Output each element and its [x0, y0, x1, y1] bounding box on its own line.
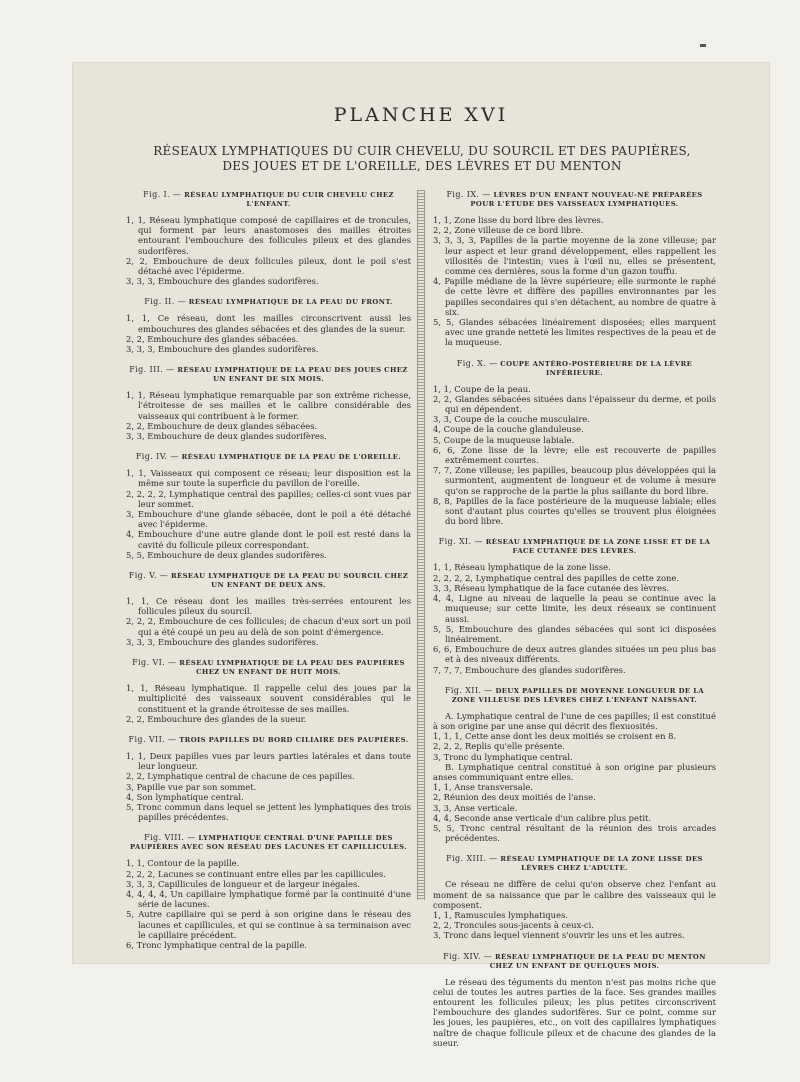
figure-entry [126, 297, 411, 354]
figure-legend-item: 2, 2, Embouchure de deux glandes sébacées. [126, 420, 318, 431]
figure-legend-item: 5, 5, Tronc central résultant de la réunion des trois arcades précédentes. [433, 822, 716, 844]
figure-number: Fig. VII. — [128, 734, 177, 744]
figure-heading [126, 571, 411, 590]
figure-legend-item: 4, Son lymphatique central. [126, 791, 244, 802]
figure-legend-item: 1, 1, Deux papilles vues par leurs parties latérales et dans toute leur longueur. [126, 750, 411, 772]
figure-number: Fig. XI. — [438, 537, 483, 547]
figure-number: Fig. IV. — [135, 452, 179, 462]
figure-legend-item: 4, Embouchure d'une autre glande dont le poil est resté dans la cavité du follicule pileux correspondant. [126, 529, 411, 550]
figure-legend-item: 3, 3, 3, 3, Papilles de la partie moyenne de la zone villeuse; par leur aspect et leur grand développement, elles rappellent les villosités de l'intestin; vues à l'œil nu, elles se présentent, comme ces dernières, sous la forme d'un gazon touffu. [433, 235, 716, 277]
figure-legend-item: 1, 1, 1, Cette anse dont les deux moitiés se croisent en 8. [433, 731, 677, 742]
figure-legend-item: 2, 2, Embouchure des glandes sébacées. [126, 333, 299, 344]
plate-sheet [72, 62, 770, 1048]
figure-heading-text: RÉSEAU LYMPHATIQUE DE LA PEAU DES JOUES CHEZ UN ENFANT DE SIX MOIS. [177, 366, 408, 384]
figure-paragraph: Le réseau des téguments du menton n'est pas moins riche que celui de toutes les autres parties de la face. Ses grandes mailles entourent les follicules pileux; les plus petites circonscrivent l'embouchure des glandes sudorifères. Sur ce point, comme sur les joues, les paupières, etc., on voit des capillaires lymphatiques naître de chaque follicule pileux et de chacune des glandes de la sueur. [433, 976, 716, 1048]
figure-entry [126, 571, 411, 647]
figure-heading [433, 854, 716, 873]
figure-legend-item: 2, 2, Embouchure de deux follicules pileux, dont le poil s'est détaché avec l'épiderme. [126, 255, 411, 277]
figure-number: Fig. IX. — [446, 190, 491, 199]
figure-number: Fig. XII. — [444, 685, 493, 695]
figure-entry [126, 658, 411, 724]
figure-heading-text: RÉSEAU LYMPHATIQUE DE LA PEAU DU SOURCIL CHEZ UN ENFANT DE DEUX ANS. [170, 572, 409, 590]
figure-heading-text: LYMPHATIQUE CENTRAL D'UNE PAPILLE DES PAUPIÈRES AVEC SON RÉSEAU DES LACUNES ET CAPILLICULES. [130, 834, 407, 852]
figure-legend-item: 1, 1, Ramuscules lymphatiques. [433, 909, 568, 920]
figure-legend-item: 1, 1, Ce réseau, dont les mailles circonscrivent aussi les embouchures des glandes sébacées et des glandes de la sueur. [126, 313, 411, 334]
figure-legend-item: 5, Tronc commun dans lequel se jettent les lymphatiques des trois papilles précédentes. [126, 801, 411, 823]
figure-legend-item: 8, 8, Papilles de la face postérieure de la muqueuse labiale; elles sont d'autant plus courtes qu'elles se trouvent plus éloignées du bord libre. [433, 495, 716, 527]
figure-legend-item: 2, 2, 2, Lacunes se continuant entre elles par les capillicules. [126, 868, 386, 879]
figure-heading-text: RÉSEAU LYMPHATIQUE DE LA PEAU DU FRONT. [188, 298, 393, 307]
figure-number: Fig. VIII. — [144, 833, 196, 843]
figure-entry [433, 359, 716, 527]
figure-entry [433, 952, 716, 1048]
figure-entry [433, 190, 716, 348]
figure-legend-item: 7, 7, Zone villeuse; les papilles, beaucoup plus développées qui la surmontent, augmentent de longueur et de volume à mesure qu'on se rapproche de la partie la plus saillante du bord libre. [433, 465, 716, 496]
figure-number: Fig. V. — [128, 571, 169, 581]
figure-legend-item: 2, 2, 2, Replis qu'elle présente. [433, 741, 565, 752]
figure-paragraph: Ce réseau ne diffère de celui qu'on observe chez l'enfant au moment de sa naissance que par le calibre des vaisseaux qui le composent. [433, 879, 716, 910]
figure-legend-item: 1, 1, Réseau lymphatique. Il rappelle celui des joues par la multiplicité des vaisseaux souvent considérables qui le constituent et la grande étroitesse de ses mailles. [126, 683, 411, 714]
figure-heading [126, 190, 411, 209]
figure-number: Fig. XIV. — [443, 951, 493, 961]
figure-heading [433, 686, 716, 705]
figure-legend-item: 3, 3, 3, Capillicules de longueur et de largeur inégales. [126, 878, 360, 889]
figure-legend-item: 3, Tronc dans lequel viennent s'ouvrir les uns et les autres. [433, 930, 685, 941]
figure-legend-item: 2, 2, 2, 2, Lymphatique central des papilles; celles-ci sont vues par leur sommet. [126, 488, 411, 509]
right-column [433, 190, 716, 1048]
figure-legend-item: 3, 3, 3, Embouchure des glandes sudorifères. [126, 276, 319, 287]
figure-legend-item: 4, 4, Ligne au niveau de laquelle la peau se continue avec la muqueuse; sur cette limite, les deux réseaux se continuent aussi. [433, 593, 716, 624]
column-divider [417, 190, 425, 900]
left-column [126, 190, 411, 950]
figure-legend-item: 1, 1, Réseau lymphatique de la zone lisse. [433, 562, 611, 573]
figure-legend-item: 1, 1, Vaisseaux qui composent ce réseau; leur disposition est la même sur toute la superficie du pavillon de l'oreille. [126, 468, 411, 489]
figure-heading [126, 365, 411, 384]
figure-legend-item: 6, 6, Zone lisse de la lèvre; elle est recouverte de papilles extrêmement courtes. [433, 444, 716, 466]
figure-heading [126, 452, 411, 462]
figure-entry [433, 854, 716, 940]
figure-heading-text: RÉSEAU LYMPHATIQUE DU CUIR CHEVELU CHEZ L'ENFANT. [184, 191, 394, 208]
figure-legend-item: 6, Tronc lymphatique central de la papille. [126, 939, 307, 950]
figure-heading [433, 952, 716, 971]
figure-entry [433, 537, 716, 674]
figure-legend-item: 1, 1, Ce réseau dont les mailles très-serrées entourent les follicules pileux du sourcil. [126, 596, 411, 617]
figure-legend-item: 2, 2, Zone villeuse de ce bord libre. [433, 225, 584, 236]
figure-heading-text: LÈVRES D'UN ENFANT NOUVEAU-NÉ PRÉPARÉES POUR L'ÉTUDE DES VAISSEAUX LYMPHATIQUES. [470, 191, 703, 208]
figure-entry [126, 833, 411, 950]
figure-legend-item: 2, 2, Troncules sous-jacents à ceux-ci. [433, 920, 594, 931]
figure-legend-item: 2, 2, Glandes sébacées situées dans l'épaisseur du derme, et poils qui en dépendent. [433, 393, 716, 415]
figure-legend-item: 3, Papille vue par son sommet. [126, 781, 257, 792]
figure-legend-item: 1, 1, Réseau lymphatique remarquable par son extrême richesse, l'étroitesse de ses mailles et le calibre considérable des vaisseaux qui contribuent à le former. [126, 390, 411, 421]
figure-heading-text: RÉSEAU LYMPHATIQUE DE LA ZONE LISSE ET DE LA FACE CUTANÉE DES LÈVRES. [485, 538, 711, 556]
figure-legend-item: 1, 1, Zone lisse du bord libre des lèvres. [433, 215, 604, 225]
figure-legend-item: 3, 3, Embouchure de deux glandes sudorifères. [126, 431, 327, 442]
figure-legend-item: 5, Autre capillaire qui se perd à son origine dans le réseau des lacunes et capillicules, et qui se continue à sa terminaison avec le capillaire précédent. [126, 909, 411, 940]
figure-heading-text: RÉSEAU LYMPHATIQUE DE LA PEAU DES PAUPIÈRES CHEZ UN ENFANT DE HUIT MOIS. [179, 659, 405, 677]
figure-heading [433, 190, 716, 209]
figure-legend-item: 1, 1, Réseau lymphatique composé de capillaires et de troncules, qui forment par leurs anastomoses des mailles étroites entourant l'embouchure des follicules pileux et des glandes sudorifères. [126, 215, 411, 256]
figure-legend-item: 4, 4, 4, 4, Un capillaire lymphatique formé par la continuité d'une série de lacunes. [126, 888, 411, 910]
figure-legend-item: 3, 3, Coupe de la couche musculaire. [433, 414, 590, 425]
figure-heading [126, 297, 411, 307]
figure-legend-item: 3, 3, 3, Embouchure des glandes sudorifères. [126, 636, 319, 647]
figure-heading [433, 359, 716, 378]
figure-legend-item: 7, 7, 7, Embouchure des glandes sudorifères. [433, 664, 626, 675]
figure-legend-item: 1, 1, Coupe de la peau. [433, 383, 531, 394]
figure-legend-item: 2, Réunion des deux moitiés de l'anse. [433, 792, 596, 803]
figure-heading [126, 833, 411, 852]
figure-number: Fig. VI. — [132, 658, 177, 668]
figure-entry [433, 686, 716, 844]
figure-legend-item: 4, Papille médiane de la lèvre supérieure; elle surmonte le raphé de cette lèvre et diffère des papilles environnantes par les papilles secondaires qui s'en détachent, au nombre de quatre à six. [433, 276, 716, 317]
figure-paragraph: B. Lymphatique central constitué à son origine par plusieurs anses communiquant entre elles. [433, 761, 716, 782]
figure-heading [126, 735, 411, 745]
figure-legend-item: 1, 1, Anse transversale. [433, 782, 533, 793]
figure-number: Fig. I. — [143, 190, 182, 199]
figure-number: Fig. II. — [144, 297, 186, 307]
figure-legend-item: 1, 1, Contour de la papille. [126, 858, 240, 869]
figure-legend-item: 5, Coupe de la muqueuse labiale. [433, 434, 575, 445]
figure-heading-text: DEUX PAPILLES DE MOYENNE LONGUEUR DE LA ZONE VILLEUSE DES LÈVRES CHEZ L'ENFANT NAISSANT. [451, 686, 705, 704]
figure-legend-item: 2, 2, 2, Embouchure de ces follicules; de chacun d'eux sort un poil qui a été coupé un peu au delà de son point d'émergence. [126, 616, 411, 637]
figure-legend-item: 3, Embouchure d'une glande sébacée, dont le poil a été détaché avec l'épiderme. [126, 509, 411, 530]
plate-subtitle: RÉSEAUX LYMPHATIQUES DU CUIR CHEVELU, DU SOURCIL ET DES PAUPIÈRES, DES JOUES ET DE L'OREILLE, DES LÈVRES ET DU MENTON [153, 144, 691, 173]
figure-legend-item: 5, 5, Glandes sébacées linéairement disposées; elles marquent avec une grande netteté les limites respectives de la peau et de la muqueuse. [433, 317, 716, 348]
figure-legend-item: 2, 2, Embouchure des glandes de la sueur. [126, 713, 307, 724]
figure-entry [126, 452, 411, 560]
figure-paragraph: A. Lymphatique central de l'une de ces papilles; il est constitué à son origine par une anse qui décrit des flexuosités. [433, 710, 716, 731]
plate-title: PLANCHE XVI [333, 104, 509, 126]
figure-heading-text: TROIS PAPILLES DU BORD CILIAIRE DES PAUPIÈRES. [179, 735, 409, 744]
figure-legend-item: 5, 5, Embouchure de deux glandes sudorifères. [126, 549, 327, 560]
figure-legend-item: 3, 3, 3, Embouchure des glandes sudorifères. [126, 344, 319, 355]
figure-entry [126, 365, 411, 441]
figure-heading [126, 658, 411, 677]
figure-legend-item: 2, 2, 2, 2, Lymphatique central des papilles de cette zone. [433, 572, 679, 583]
figure-heading-text: COUPE ANTÉRO-POSTÉRIEURE DE LA LÈVRE INFÉRIEURE. [500, 359, 693, 377]
figure-heading [433, 537, 716, 556]
figure-legend-item: 4, Coupe de la couche glanduleuse. [433, 424, 584, 435]
figure-entry [126, 190, 411, 286]
figure-legend-item: 3, 3, Anse verticale. [433, 802, 518, 813]
figure-heading-text: RÉSEAU LYMPHATIQUE DE LA ZONE LISSE DES LÈVRES CHEZ L'ADULTE. [500, 855, 703, 873]
figure-heading-text: RÉSEAU LYMPHATIQUE DE LA PEAU DU MENTON CHEZ UN ENFANT DE QUELQUES MOIS. [489, 952, 706, 970]
figure-legend-item: 6, 6, Embouchure de deux autres glandes situées un peu plus bas et à des niveaux différents. [433, 644, 716, 665]
figure-legend-item: 2, 2, Lymphatique central de chacune de ces papilles. [126, 771, 355, 782]
figure-heading-text: RÉSEAU LYMPHATIQUE DE LA PEAU DE L'OREILLE. [181, 453, 402, 462]
figure-entry [126, 735, 411, 822]
figure-number: Fig. X. — [456, 358, 498, 368]
figure-number: Fig. XIII. — [446, 854, 498, 864]
figure-legend-item: 3, 3, Réseau lymphatique de la face cutanée des lèvres. [433, 582, 670, 593]
crop-mark [700, 44, 706, 47]
figure-legend-item: 4, 4, Seconde anse verticale d'un calibre plus petit. [433, 812, 652, 823]
figure-number: Fig. III. — [129, 365, 175, 375]
figure-legend-item: 5, 5, Embouchure des glandes sébacées qui sont ici disposées linéairement. [433, 623, 716, 644]
figure-legend-item: 3, Tronc du lymphatique central. [433, 751, 573, 762]
